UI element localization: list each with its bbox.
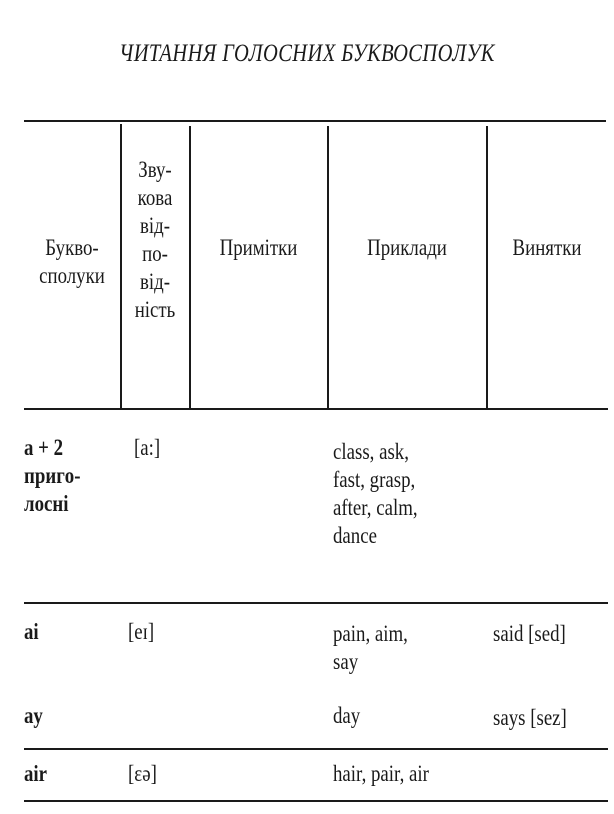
- row-divider-1: [24, 602, 608, 604]
- row4-sound: [ɛə]: [128, 761, 157, 786]
- table-bottom-rule: [24, 800, 608, 802]
- table-top-rule: [24, 120, 606, 122]
- row3-examples: day: [333, 703, 361, 728]
- header-col-divider-2: [189, 126, 191, 408]
- page-title: ЧИТАННЯ ГОЛОСНИХ БУКВОСПОЛУК: [119, 40, 495, 67]
- row1-combination: a + 2 пригo- лосні: [24, 435, 81, 516]
- header-sound-correspondence: Зву- кова від- по- від- ність: [134, 157, 176, 322]
- row4-combination: air: [24, 761, 48, 786]
- row3-combination: ay: [24, 703, 43, 728]
- row1-sound: [a:]: [134, 435, 161, 460]
- row2-examples: pain, aim, say: [333, 621, 408, 674]
- row1-examples: class, ask, fast, grasp, after, calm, dance: [333, 439, 418, 548]
- row2-combination: ai: [24, 619, 39, 644]
- row2-exceptions: said [sed]: [493, 621, 566, 646]
- header-col-divider-3: [327, 126, 329, 408]
- row4-examples: hair, pair, air: [333, 761, 429, 786]
- header-bottom-rule: [24, 408, 608, 410]
- header-letter-combinations: Букво- сполуки: [39, 235, 105, 288]
- row2-sound: [eɪ]: [128, 619, 155, 644]
- header-col-divider-4: [486, 126, 488, 408]
- header-notes: Примітки: [219, 235, 298, 260]
- row3-exceptions: says [sez]: [493, 705, 567, 730]
- row-divider-2: [24, 748, 608, 750]
- header-examples: Приклади: [367, 235, 447, 260]
- header-exceptions: Винятки: [512, 235, 582, 260]
- header-col-divider-1: [120, 124, 122, 408]
